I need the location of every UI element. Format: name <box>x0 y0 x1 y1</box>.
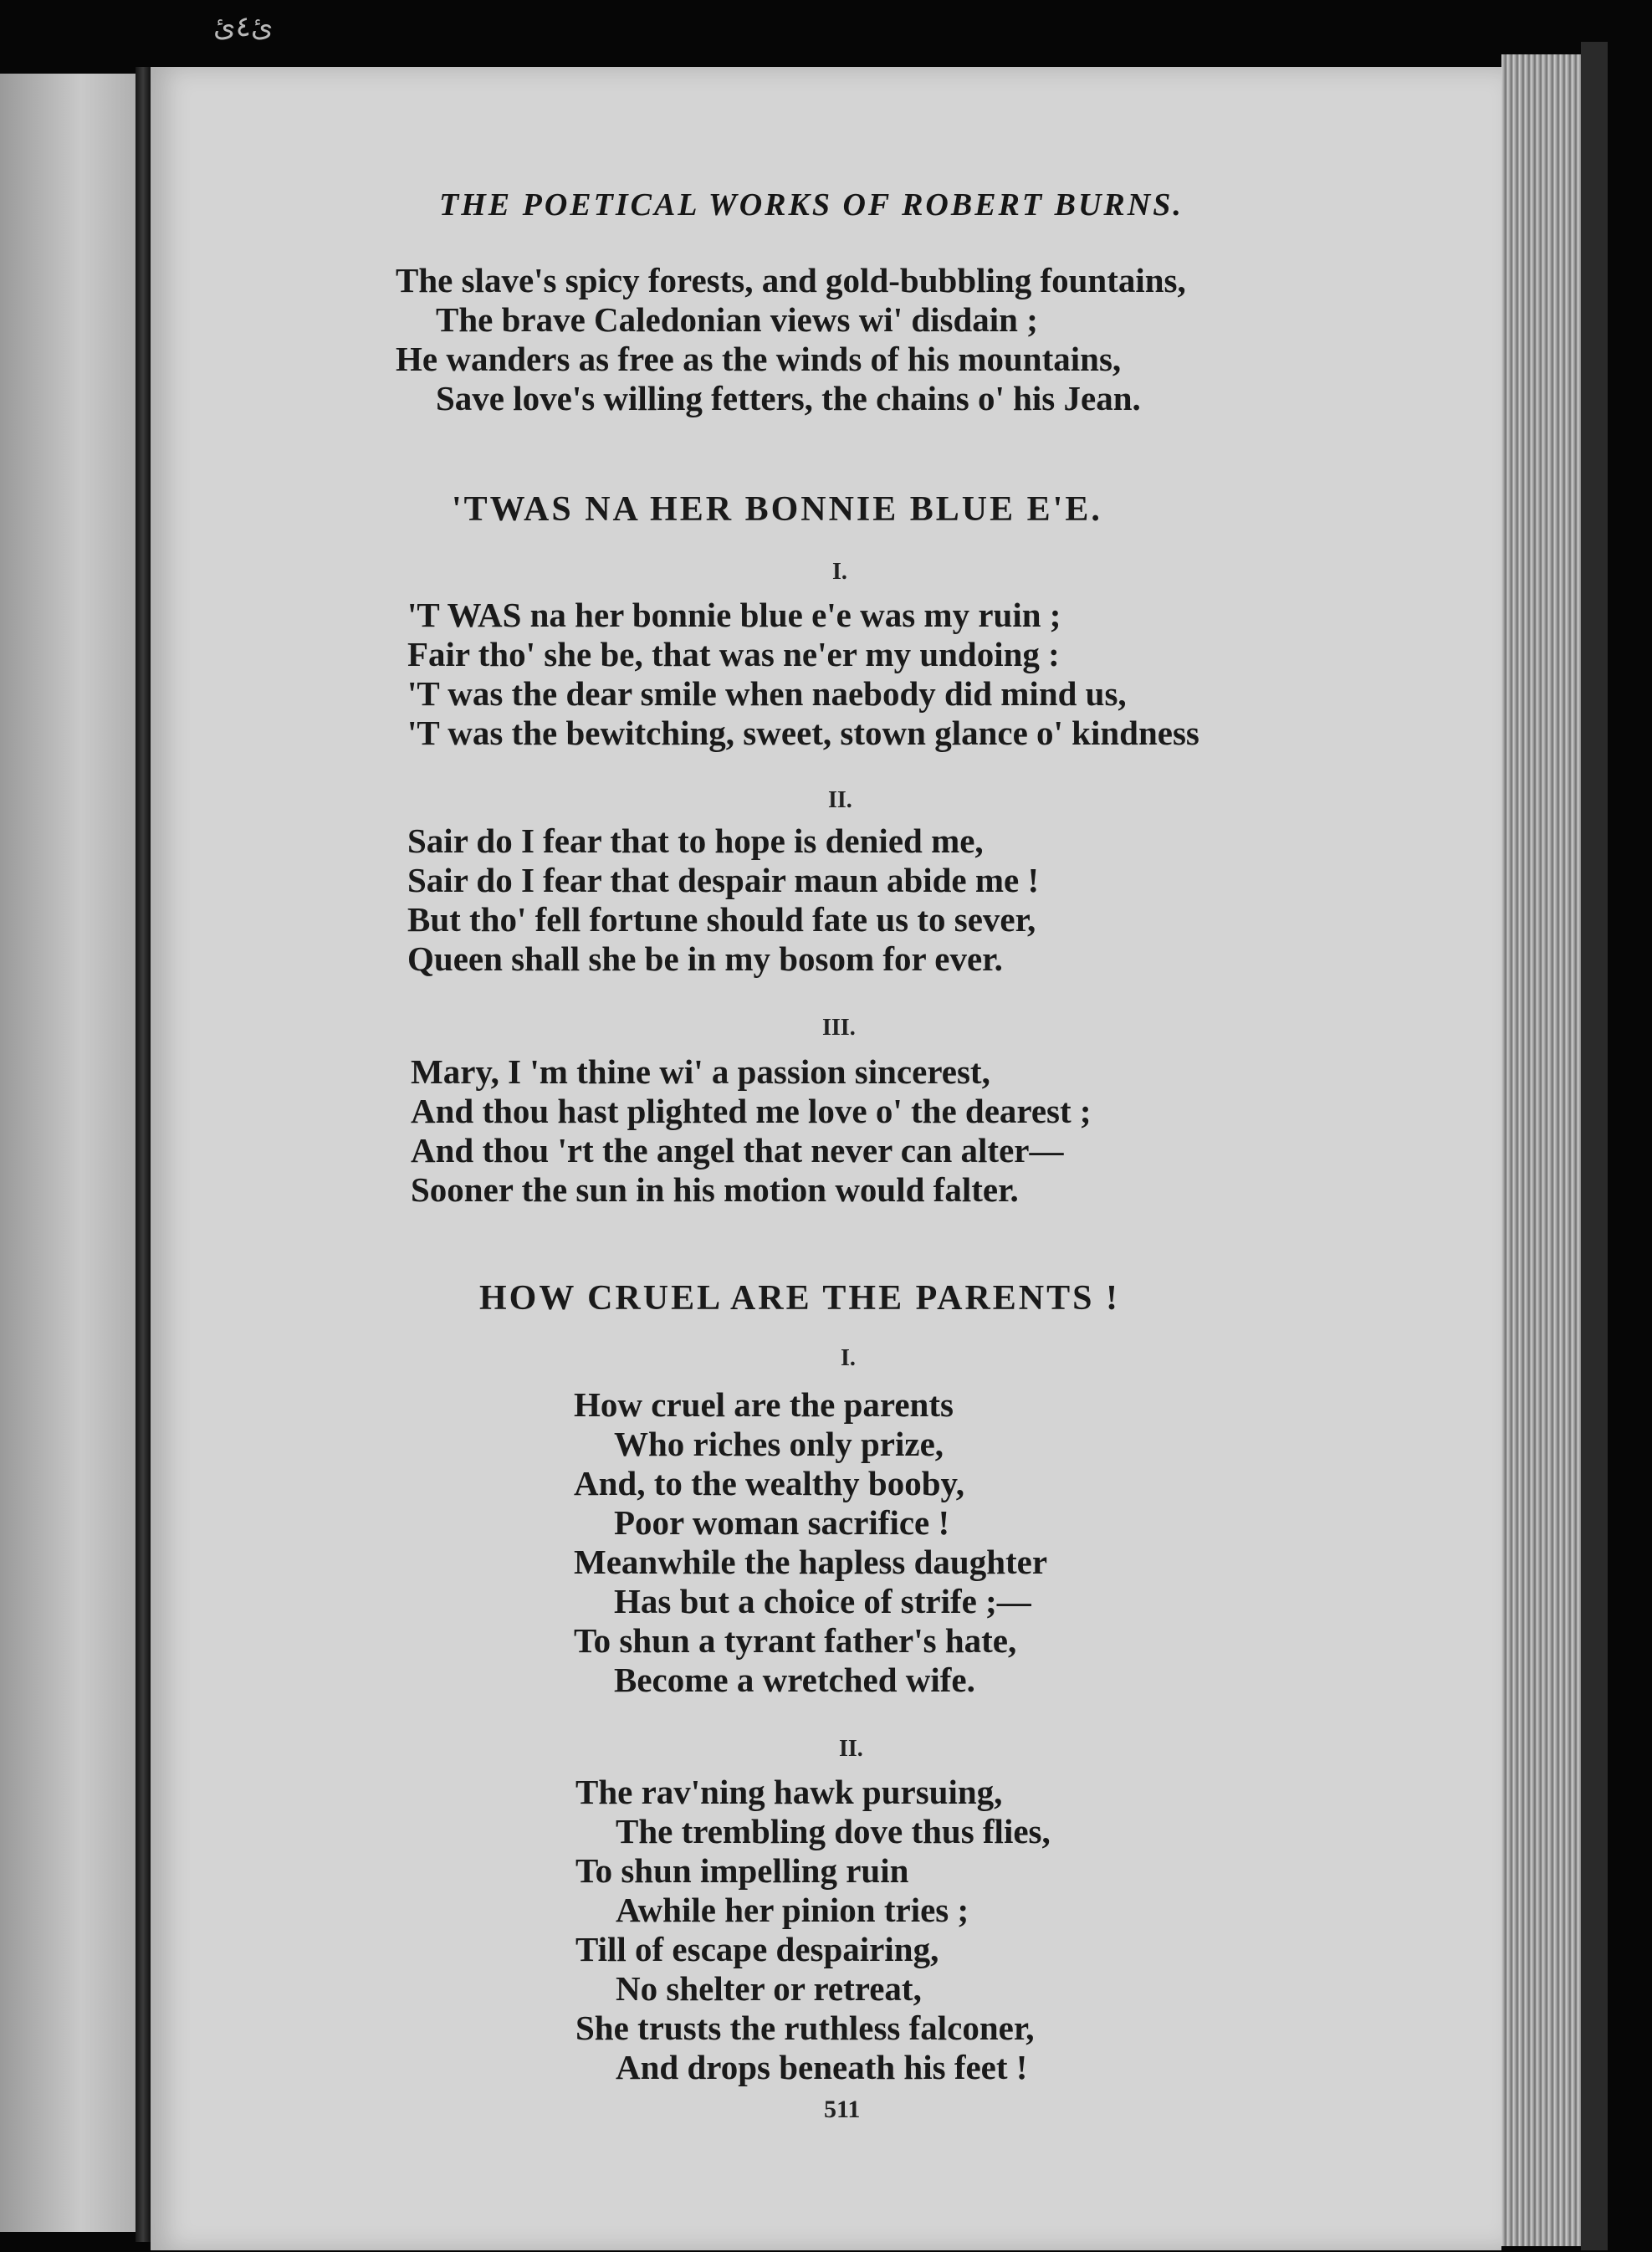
verse-line: 'T WAS na her bonnie blue e'e was my ruin ; <box>407 596 1061 634</box>
book-gutter <box>136 67 151 2242</box>
stanza-numeral: I. <box>841 1345 856 1371</box>
verse-line: Save love's willing fetters, the chains o' his Jean. <box>436 379 1141 417</box>
stanza <box>575 1773 1051 2087</box>
verse-line: But tho' fell fortune should fate us to sever, <box>407 900 1036 939</box>
stanza <box>411 1052 1092 1210</box>
verse-line: No shelter or retreat, <box>616 1969 922 2008</box>
verse-line: Meanwhile the hapless daughter <box>574 1543 1048 1581</box>
cover-edge <box>1581 42 1608 2250</box>
verse-line: Till of escape despairing, <box>575 1930 939 1968</box>
verse-line: The trembling dove thus flies, <box>616 1812 1051 1850</box>
poem-title: HOW CRUEL ARE THE PARENTS ! <box>479 1279 1120 1318</box>
verse-line: And thou 'rt the angel that never can alter— <box>411 1131 1064 1170</box>
verse-line: Sair do I fear that to hope is denied me, <box>407 821 984 860</box>
verse-line: The brave Caledonian views wi' disdain ; <box>436 300 1038 339</box>
stanza <box>574 1385 1047 1700</box>
verse-line: The rav'ning hawk pursuing, <box>575 1773 1003 1811</box>
stanza-numeral: III. <box>822 1015 856 1041</box>
verse-line: Has but a choice of strife ;— <box>614 1582 1031 1620</box>
stanza-numeral: I. <box>832 559 847 585</box>
left-page-edge <box>0 74 136 2232</box>
verse-line: How cruel are the parents <box>574 1385 954 1424</box>
verse-line: And, to the wealthy booby, <box>574 1464 965 1502</box>
verse-line: Sooner the sun in his motion would falter. <box>411 1170 1019 1209</box>
stanza <box>407 821 1039 979</box>
page-stack-edge <box>1501 54 1581 2246</box>
opening-stanza <box>396 261 1186 418</box>
stanza-numeral: II. <box>828 787 852 813</box>
verse-line: The slave's spicy forests, and gold-bubbling fountains, <box>396 261 1186 299</box>
verse-line: Fair tho' she be, that was ne'er my undoing : <box>407 635 1060 673</box>
verse-line: 'T was the bewitching, sweet, stown glance o' kindness <box>407 714 1199 752</box>
poem-title: 'TWAS NA HER BONNIE BLUE E'E. <box>452 490 1102 529</box>
verse-line: Become a wretched wife. <box>614 1661 975 1699</box>
verse-line: And thou hast plighted me love o' the dearest ; <box>411 1092 1092 1130</box>
verse-line: And drops beneath his feet ! <box>616 2048 1028 2086</box>
verse-line: Who riches only prize, <box>614 1425 944 1463</box>
verse-line: He wanders as free as the winds of his mountains, <box>396 340 1122 378</box>
verse-line: Queen shall she be in my bosom for ever. <box>407 939 1003 978</box>
verse-line: She trusts the ruthless falconer, <box>575 2009 1035 2047</box>
stanza <box>407 596 1199 753</box>
corner-mark: ئ٤ئ <box>213 12 274 43</box>
stanza-numeral: II. <box>839 1736 863 1762</box>
verse-line: Sair do I fear that despair maun abide me ! <box>407 861 1040 899</box>
running-head: THE POETICAL WORKS OF ROBERT BURNS. <box>439 187 1184 223</box>
verse-line: Poor woman sacrifice ! <box>614 1503 950 1542</box>
verse-line: 'T was the dear smile when naebody did mind us, <box>407 674 1127 713</box>
page-number: 511 <box>824 2096 861 2123</box>
verse-line: Mary, I 'm thine wi' a passion sincerest, <box>411 1052 990 1091</box>
verse-line: To shun a tyrant father's hate, <box>574 1621 1017 1660</box>
verse-line: Awhile her pinion tries ; <box>616 1891 969 1929</box>
verse-line: To shun impelling ruin <box>575 1851 909 1890</box>
